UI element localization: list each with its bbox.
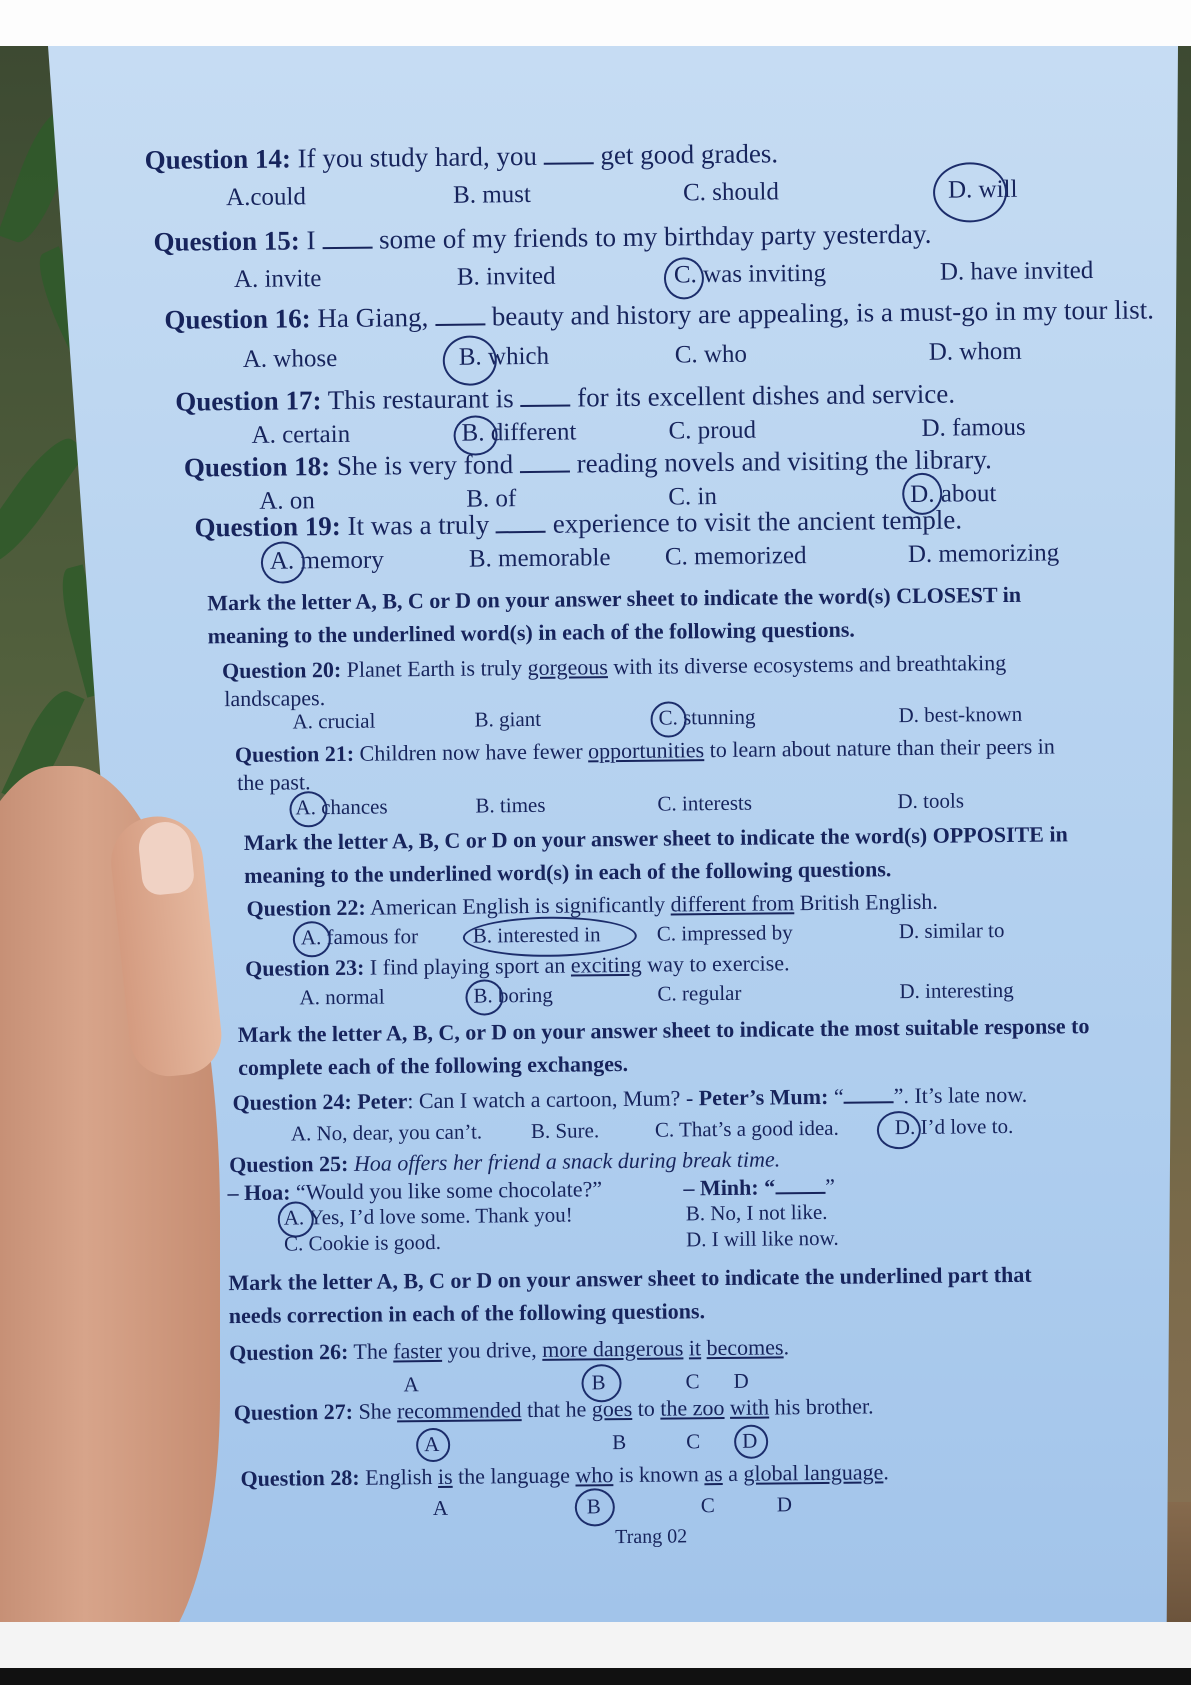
answer-circle: [877, 1111, 921, 1149]
question-25-options-cd: C. Cookie is good. D. I will like now.: [283, 1225, 839, 1256]
question-14-options: A.could B. must C. should D. will: [61, 174, 1181, 186]
answer-circle: [575, 1488, 615, 1526]
instruction-response: Mark the letter A, B, C, or D on your answer sheet to indicate the most suitable response to complete each of the following exchanges.: [237, 1013, 1090, 1081]
question-17: Question 17: This restaurant is for its excellent dishes and service.: [175, 378, 956, 417]
question-23-options: A. normal B. boring C. regular D. interesting: [69, 976, 1189, 988]
question-18-options: A. on B. of C. in D. about: [64, 478, 1184, 490]
question-28: Question 28: English is the language who is known as a global language.: [240, 1459, 889, 1492]
question-21: Question 21: Children now have fewer opportunities to learn about nature than their peers in: [234, 733, 1055, 768]
question-15-options: A. invite B. invited C. was inviting D. have invited: [62, 256, 1182, 268]
question-23: Question 23: I find playing sport an exciting way to exercise.: [245, 950, 790, 981]
question-26: Question 26: The faster you drive, more dangerous it becomes.: [229, 1334, 790, 1366]
question-19-options: A. memory B. memorable C. memorized D. memorizing: [65, 538, 1185, 550]
answer-circle: [465, 979, 503, 1015]
image-border-bottom: [0, 1622, 1191, 1685]
question-21-continued: the past.: [237, 769, 311, 796]
question-14: Question 14: If you study hard, you get good grades.: [144, 138, 779, 175]
question-17-options: A. certain B. different C. proud D. famous: [63, 412, 1183, 424]
answer-circle: [933, 162, 1008, 223]
answer-circle: [261, 541, 305, 583]
question-24: Question 24: Peter: Can I watch a cartoon, Mum? - Peter’s Mum: “ ”. It’s late now.: [232, 1081, 1028, 1116]
image-border-top: [0, 0, 1191, 46]
question-28-letters: A B C D: [75, 1488, 1191, 1500]
question-16-options: A. whose B. which C. who D. whom: [63, 336, 1183, 348]
question-20: Question 20: Planet Earth is truly gorgeous with its diverse ecosystems and breathtaking: [221, 649, 1007, 684]
question-25: Question 25: Hoa offers her friend a snack during break time.: [229, 1146, 781, 1178]
exam-sheet: [60, 86, 1191, 1618]
question-20-continued: landscapes.: [224, 685, 326, 712]
question-27: Question 27: She recommended that he goes to the zoo with his brother.: [233, 1393, 874, 1426]
answer-circle: [293, 921, 331, 957]
page-number: Trang 02: [615, 1525, 688, 1549]
question-26-letters: A B C D: [73, 1364, 1191, 1376]
question-24-options: A. No, dear, you can’t. B. Sure. C. That’s a good idea. D. I’d love to.: [71, 1112, 1191, 1124]
instruction-correction: Mark the letter A, B, C or D on your answer sheet to indicate the underlined part that needs correction in each of the following questions.: [228, 1261, 1032, 1329]
answer-circle: [664, 257, 704, 299]
question-25-dialogue: – Hoa: “Would you like some chocolate?” – Minh: “ ”: [227, 1173, 836, 1206]
question-27-letters: A B C D: [74, 1424, 1191, 1436]
question-15: Question 15: I some of my friends to my birthday party yesterday.: [153, 218, 932, 257]
instruction-closest: Mark the letter A, B, C or D on your answer sheet to indicate the word(s) CLOSEST in meaning to the underlined word(s) in each of the following questions.: [207, 581, 1022, 649]
answer-circle: [734, 1425, 768, 1459]
question-18: Question 18: She is very fond reading novels and visiting the library.: [183, 444, 992, 483]
question-21-options: A. chances B. times C. interests D. tools: [67, 786, 1187, 798]
answer-circle: [650, 701, 686, 737]
question-22: Question 22: American English is significantly different from British English.: [246, 888, 938, 921]
question-25-options-ab: A. Yes, I’d love some. Thank you! B. No, I not like.: [72, 1196, 1191, 1208]
bottom-bar: [0, 1668, 1191, 1685]
photo-background: [0, 46, 1191, 1622]
question-20-options: A. crucial B. giant C. stunning D. best-known: [66, 700, 1186, 712]
instruction-opposite: Mark the letter A, B, C or D on your answer sheet to indicate the word(s) OPPOSITE in meaning to the underlined word(s) in each of the following questions.: [243, 821, 1068, 888]
question-22-options: A. famous for B. interested in C. impressed by D. similar to: [69, 916, 1189, 928]
answer-circle: [443, 335, 498, 386]
question-19: Question 19: It was a truly experience to visit the ancient temple.: [194, 504, 963, 543]
question-16: Question 16: Ha Giang, beauty and history are appealing, is a must-go in my tour list.: [164, 294, 1155, 335]
answer-circle: [289, 791, 327, 827]
answer-circle: [416, 1428, 450, 1462]
